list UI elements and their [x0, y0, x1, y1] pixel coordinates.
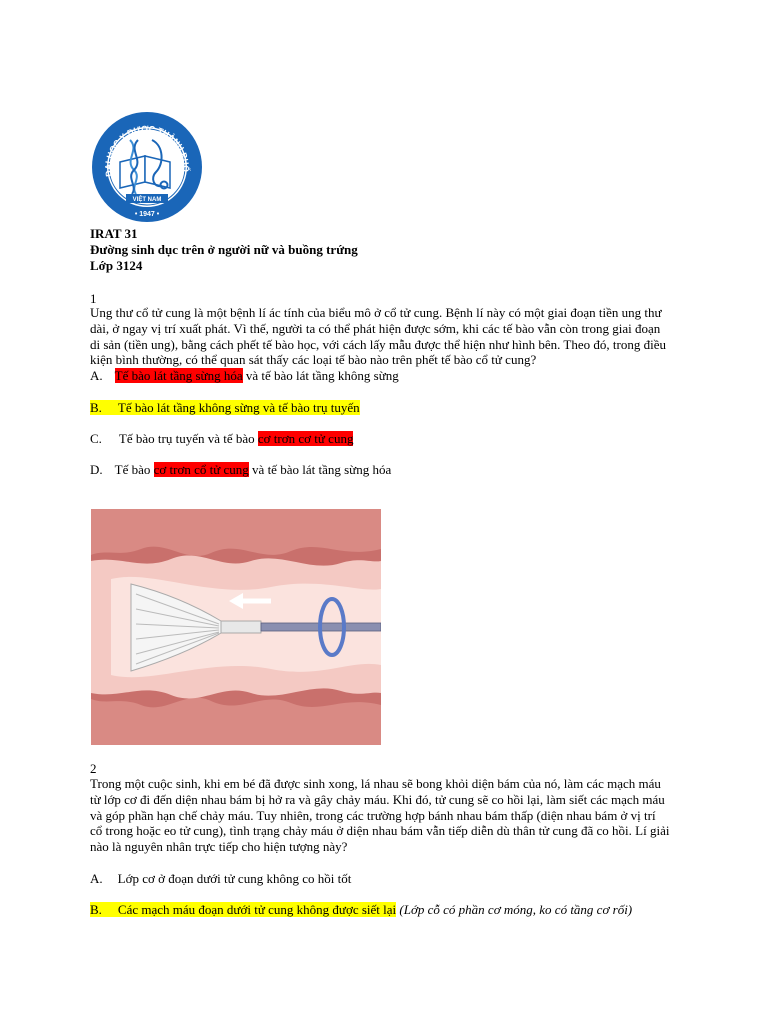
svg-text:VIỆT NAM: VIỆT NAM	[132, 197, 162, 203]
svg-text:• 1947 •: • 1947 •	[134, 211, 160, 218]
q2-option-b[interactable]	[90, 902, 632, 917]
highlighted-text: cơ trơn cơ tử cung	[257, 431, 354, 446]
highlighted-text: Tế bào lát tầng sừng hóa	[114, 368, 243, 383]
option-letter: B.	[90, 902, 102, 917]
quiz-title: IRAT 31	[90, 226, 138, 241]
q1-option-d[interactable]	[90, 462, 391, 477]
quiz-subtitle: Đường sinh dục trên ở người nữ và buồng trứng	[90, 242, 358, 257]
option-text: và tế bào lát tầng không sừng	[242, 368, 399, 383]
option-letter: C.	[90, 431, 102, 446]
question-1-line: dài, ở ngay vị trí xuất phát. Vì thế, người ta có thể phát hiện được sớm, khi các tế bào vẫn còn trong giai đoạn	[90, 321, 661, 336]
question-2-line: nào là nguyên nhân trực tiếp cho hiện tượng này?	[90, 839, 348, 854]
q1-option-b[interactable]	[90, 400, 360, 415]
option-text: Tế bào trụ tuyến và tế bào	[118, 431, 258, 446]
option-letter: B.	[90, 400, 102, 415]
cervical-brush-illustration	[91, 509, 381, 745]
q1-option-a[interactable]	[90, 368, 399, 383]
option-letter: A.	[90, 368, 103, 383]
option-text: Lớp cơ ở đoạn dưới tử cung không co hồi tốt	[117, 871, 352, 886]
option-text: và tế bào lát tầng sừng hóa	[248, 462, 392, 477]
question-1-line: Ung thư cổ tử cung là một bệnh lí ác tính của biểu mô ở cổ tử cung. Bệnh lí này có một giai đoạn tiền ung thư	[90, 305, 662, 320]
class-label: Lớp 3124	[90, 258, 143, 273]
question-2-line: cổ trong hoặc eo tử cung), tình trạng chảy máu ở diện nhau bám vẫn tiếp diễn dù thân tử cung đã co hồi. Lí giải	[90, 823, 670, 838]
q2-option-a[interactable]	[90, 871, 351, 886]
question-2-number: 2	[90, 761, 97, 776]
option-letter: D.	[90, 462, 103, 477]
question-1-number: 1	[90, 291, 97, 306]
option-text: Tế bào	[114, 462, 154, 477]
option-text: Các mạch máu đoạn dưới tử cung không được siết lại	[117, 902, 397, 917]
logo-seal-icon	[90, 110, 204, 224]
option-text: Tế bào lát tầng không sừng và tế bào trụ tuyến	[117, 400, 360, 415]
university-logo	[90, 110, 204, 224]
option-letter: A.	[90, 871, 103, 886]
option-note: (Lớp cỗ có phần cơ móng, ko có tầng cơ rối)	[399, 902, 633, 917]
question-1-line: di sản (tiền ung), bằng cách phết tế bào học, với cách lấy mẫu được thể hiện như hình bên. Theo đó, trong điều	[90, 337, 666, 352]
highlighted-text: cơ trơn cổ tử cung	[153, 462, 249, 477]
question-2-line: từ lớp cơ đi đến diện nhau bám bị hở ra và gây chảy máu. Khi đó, tử cung sẽ co hồi lại, làm siết các mạch máu	[90, 792, 665, 807]
svg-text:ĐẠI HỌC Y DƯỢC THÀNH PHỐ HỒ CH: ĐẠI HỌC Y DƯỢC THÀNH PHỐ	[102, 123, 192, 178]
question-1-line: kiện bình thường, có thể quan sát thấy các loại tế bào nào trên phết tế bào cổ tử cung?	[90, 352, 537, 367]
q1-option-c[interactable]	[90, 431, 353, 446]
question-2-line: Trong một cuộc sinh, khi em bé đã được sinh xong, lá nhau sẽ bong khỏi diện bám của nó, làm các mạch máu	[90, 776, 661, 791]
cervix-brush-icon	[91, 509, 381, 745]
question-2-line: và góp phần hạn chế chảy máu. Tuy nhiên, trong các trường hợp bánh nhau bám thấp (diện nhau bám ở vị trí	[90, 808, 656, 823]
